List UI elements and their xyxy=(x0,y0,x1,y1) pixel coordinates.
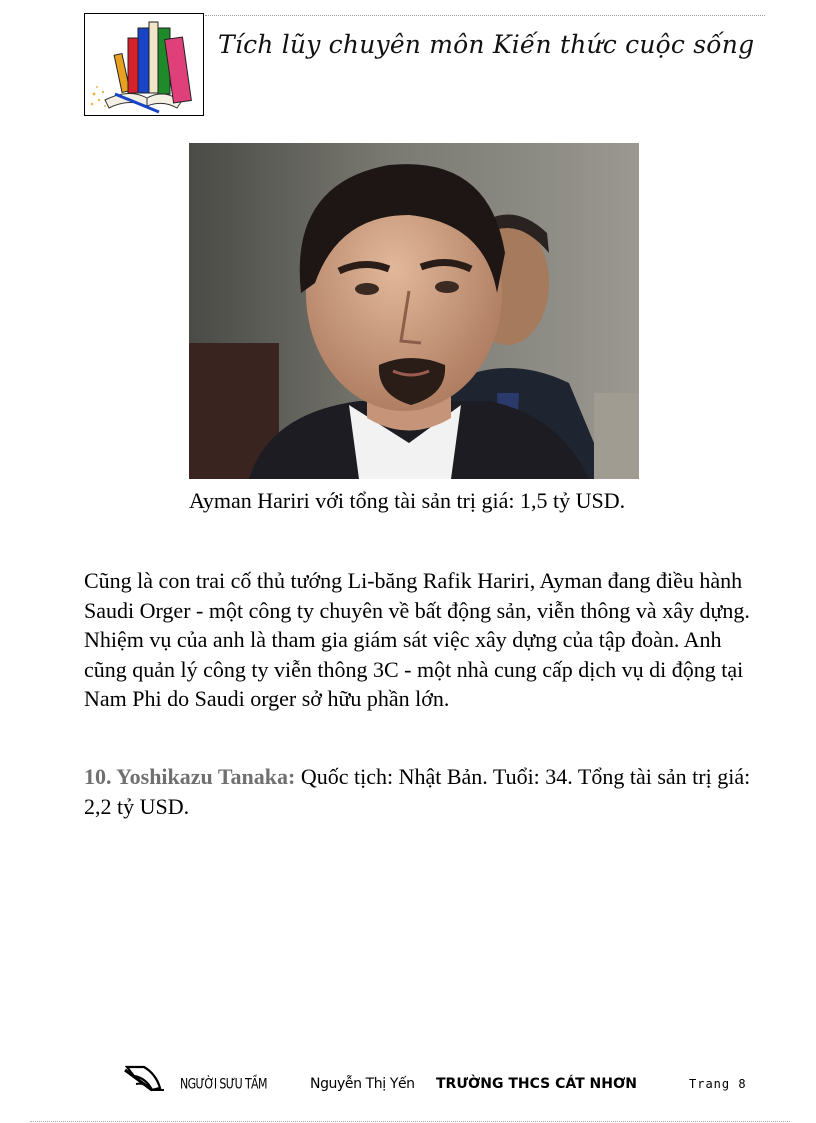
photo-caption: Ayman Hariri với tổng tài sản trị giá: 1,5 tỷ USD. xyxy=(189,488,626,513)
list-item-entry xyxy=(84,762,764,822)
school-name: TRƯỜNG THCS CÁT NHƠN xyxy=(436,1076,637,1092)
page-header-title: Tích lũy chuyên môn Kiến thức cuộc sống xyxy=(218,30,755,59)
body-paragraph: Cũng là con trai cố thủ tướng Li-băng Rafik Hariri, Ayman đang điều hành Saudi Orger - một công ty chuyên về bất động sản, viễn thông và xây dựng. Nhiệm vụ của anh là tham gia giám sát việc xây dựng của tập đoàn. Anh cũng quản lý công ty viễn thông 3C - một nhà cung cấp dịch vụ di động tại Nam Phi do Saudi orger sở hữu phần lớn. xyxy=(84,568,750,711)
portrait-photo xyxy=(189,143,639,479)
collector-label: NGƯỜI SƯU TẦM xyxy=(180,1076,267,1093)
footer-rule xyxy=(30,1121,790,1122)
header-rule xyxy=(205,15,765,16)
quill-icon xyxy=(122,1064,166,1094)
item-heading: 10. Yoshikazu Tanaka: xyxy=(84,764,296,789)
page-footer xyxy=(0,1062,816,1106)
page-number: Trang 8 xyxy=(689,1077,747,1091)
books-icon xyxy=(85,14,203,115)
header-logo xyxy=(84,13,204,116)
author-name: Nguyễn Thị Yến xyxy=(310,1076,415,1092)
item-details: Quốc tịch: Nhật Bản. Tuổi: 34. Tổng tài sản trị giá: 2,2 tỷ USD. xyxy=(84,764,751,819)
photo-illustration xyxy=(189,143,639,479)
